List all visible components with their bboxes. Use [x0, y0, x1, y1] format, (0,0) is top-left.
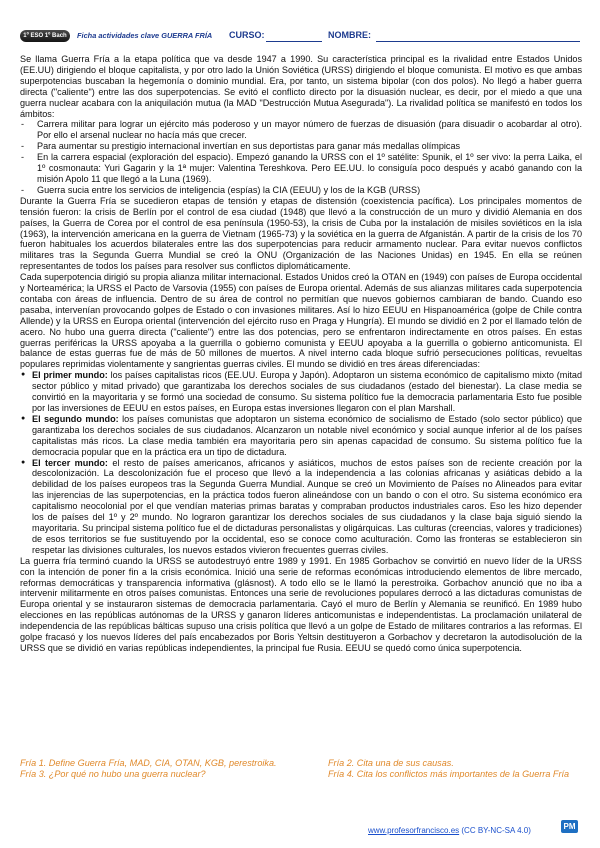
list-item: [20, 414, 582, 458]
license-text: (CC BY-NC-SA 4.0): [459, 826, 531, 835]
curso-label: CURSO:: [229, 30, 265, 40]
question-4: Fría 4. Cita los conflictos más importantes de la Guerra Fría: [328, 768, 570, 779]
question-3: Fría 3. ¿Por qué no hubo una guerra nuclear?: [20, 768, 206, 779]
list-item: - Guerra sucia entre los servicios de inteligencia (espías) la CIA (EEUU) y los de la KGB (URSS): [20, 185, 582, 196]
end-paragraph: La guerra fría terminó cuando la URSS se autodestruyó entre 1989 y 1991. En 1985 Gorbachov se convirtió en nuevo líder de la URSS con la intención de poner fin a la crisis económica. Inició una serie de reformas económicas introduciendo elementos de libre mercado, reformas democráticas y transparencia informativa (glásnost). A todo ello se le llamó la perestroika. Gorbachov anunció que no iba a intervenir militarmente en otros países comunistas. Entonces una serie de revoluciones populares derrocó a las dictaduras comunistas de Europa oriental y se instauraron sistemas de democracia parlamentaria. Cayó el muro de Berlín y Alemania se reunificó. En 1989 hubo elecciones en las repúblicas autónomas de la URSS y ganaron líderes anticomunistas e independentistas. La proclamación unilateral de independencia de las repúblicas bálticas supuso una crisis política que llevó a un golpe de Estado de militares contrarios a las reformas. El golpe fracasó y los nuevos líderes del país encabezados por Boris Yeltsin destituyeron a Gorbachov y decretaron la autodisolución de la URSS que se dividió en varias repúblicas independientes, la principal fue Rusia. EEUU se quedó como única superpotencia.: [20, 555, 582, 653]
alliances-paragraph: Cada superpotencia dirigió su propia alianza militar internacional. Estados Unidos creó la OTAN en (1949) con países de Europa occidental y Norteamérica; la URSS el Pacto de Varsovia (1955) con países de Europa oriental. Además de sus alianzas militares cada superpotencia contaba con áreas de influencia. Dentro de su área de control no permitían que nuevos gobiernos cambiaran de bando. Cuando eso pasaba, intervenían provocando golpes de Estado o con invasiones militares. Así lo hizo EEUU en Hispanoamérica (golpe de Chile contra Allende) y la URSS en Europa oriental (intervención del ejército ruso en Praga y Hungría). El mundo se dividió en 2 por el llamado telón de acero. No hubo una guerra directa ("caliente") entre las dos potencias, pero se enfrentaron indirectamente en otros países. En estas guerras periféricas la URSS apoyaba a la guerrilla o gobierno comunista y EEUU apoyaba a la guerrilla o gobierno anticomunista. El balance de estas guerras fue de más de 50 millones de muertos. A nivel interno cada bloque sufrió persecuciones políticas, revueltas populares reprimidas violentamente y sangrientas guerras civiles. El mundo se dividió en tres áreas diferenciadas:: [20, 272, 582, 370]
world-text: los países capitalistas ricos (EE.UU. Europa y Japón). Adoptaron un sistema económico de capitalismo mixto (mitad sector público y mitad privado) que garantizaba los derechos sociales de sus ciudadanos (estado del bienestar). La clase media se convirtió en la mayoritaria y se formó una sociedad de consumo. Su sistema político fue la democracia parlamentaria Esto fue posible por las inversiones de EEUU en estos países, en Europa estas inversiones llegaron con el plan Marshall.: [32, 370, 583, 413]
document-body: [20, 54, 582, 654]
intro-paragraph: Se llama Guerra Fría a la etapa política que va desde 1947 a 1990. Su característica principal es la rivalidad entre Estados Unidos (EE.UU) dirigiendo el bloque capitalista, y por otro lado la Unión Soviética (URSS) dirigiendo el bloque comunista. El motivo es que ambas superpotencias buscaban la hegemonía o dominio mundial. Era, por tanto, un sistema bipolar (con dos polos). No llegó a haber guerra directa ("caliente") entre las dos superpotencias. Se evitó el conflicto directo por la disuasión nuclear, es decir, por el miedo a que una guerra nuclear acabara con la aniquilación mutua (la MAD "Destrucción Mutua Asegurada"). La rivalidad política se manifestó en todos los ámbitos:: [20, 54, 582, 119]
worksheet-title: Ficha actividades clave GUERRA FRÍA: [77, 31, 213, 40]
level-badge: 1º ESO 1º Bach: [20, 30, 70, 42]
world-lead: El segundo mundo:: [32, 413, 119, 424]
list-item: [20, 458, 582, 556]
curso-field[interactable]: [266, 41, 322, 42]
rivalry-areas-list: [20, 119, 582, 195]
world-text: los países comunistas que adoptaron un sistema económico de socialismo de Estado (solo sector público) que garantizaba los derechos sociales de sus ciudadanos. Alcanzaron un notable nivel económico y social aunque inferior al de los países capitalistas más ricos. La clase media también era mayoritaria pero sin apenas capacidad de consumo. Su sistema político fue la democracia popular que en la práctica era un tipo de dictadura.: [32, 413, 583, 457]
list-item: - Carrera militar para lograr un ejército más poderoso y un mayor número de fuerzas de disuasión (para disuadir o acobardar al otro). Por ello el arsenal nuclear no hacía más que crecer.: [20, 119, 582, 141]
world-lead: El primer mundo:: [32, 370, 108, 381]
tension-paragraph: Durante la Guerra Fría se sucedieron etapas de tensión y etapas de distensión (coexistencia pacífica). Los principales momentos de tensión fueron: la crisis de Berlín por el control de esa ciudad (1948) que llevó a la construcción de un muro y dividió Alemania en dos países, la Guerra de Corea por el control de esa península (1950-53), la crisis de Cuba por la instalación de misiles soviéticos en la isla (1963), la intervención americana en la guerra de Vietnam (1965-73) y la soviética en la guerra de Afganistán. A partir de la crisis de los 70 fueron habituales los acuerdos bilaterales entre las dos superpotencias para reducir armamento nuclear. Para evitar nuevos conflictos militares tras la Segunda Guerra Mundial se creó la ONU (Organización de las Naciones Unidas) en 1945. En ella se reúnen representantes de todos los países para resolver sus conflictos diplomáticamente.: [20, 195, 582, 272]
author-logo-icon: PM: [561, 820, 578, 833]
nombre-label: NOMBRE:: [328, 30, 371, 40]
question-1: Fría 1. Define Guerra Fría, MAD, CIA, OTAN, KGB, perestroika.: [20, 758, 277, 768]
activity-questions: [20, 758, 582, 780]
list-item: - Para aumentar su prestigio internacional invertían en sus deportistas para ganar más medallas olímpicas: [20, 141, 582, 152]
world-lead: El tercer mundo:: [32, 457, 108, 468]
website-link[interactable]: www.profesorfrancisco.es: [368, 826, 460, 835]
footer: [368, 826, 531, 835]
list-item: - En la carrera espacial (exploración del espacio). Empezó ganando la URSS con el 1º satélite: Spunik, el 1º ser vivo: la perra Laika, el 1º cosmonauta: Yuri Gagarin y la 1ª mujer: Valentina Tereshkova. Pero EE.UU. lo consiguía poco después y acabó ganando con la misión Apolo 11 que llegó a la Luna (1969).: [20, 152, 582, 185]
three-worlds-list: [20, 370, 582, 555]
list-item: [20, 370, 582, 414]
question-2: Fría 2. Cita una de sus causas.: [328, 758, 454, 768]
world-text: el resto de países americanos, africanos y asiáticos, muchos de estos países son de reciente creación por la descolonización. La descolonización fue el proceso que llevó a la independencia a las colonias africanas y asiáticas debido a la debilidad de los países europeos tras la Segunda Guerra Mundial. Aunque se creó un Movimiento de Países no Alineados para evitar las injerencias de las superpotencias, en la práctica todos fueron alineándose con un bando o con el otro. Su sistema económico era capitalismo neocolonial por el que vendían materias primas baratas y compraban productos industriales caros. Eso les hizo depender los de países del 1º y 2º mundo. No lograron garantizar los derechos sociales de sus ciudadanos y la clase baja siguió siendo la mayoritaria. Su principal sistema político fue el de dictaduras personalistas y oligárquicas. Las culturas (creencias, valores y tradiciones) de esos territorios se fue sustituyendo por la occidental, eso se conoce como aculturación. Como las fronteras se establecieron sin respetar las divisiones culturales, los nuevos estados vivieron frecuentes guerras civiles.: [32, 457, 582, 555]
worksheet-header: [20, 29, 582, 45]
nombre-field[interactable]: [376, 41, 580, 42]
